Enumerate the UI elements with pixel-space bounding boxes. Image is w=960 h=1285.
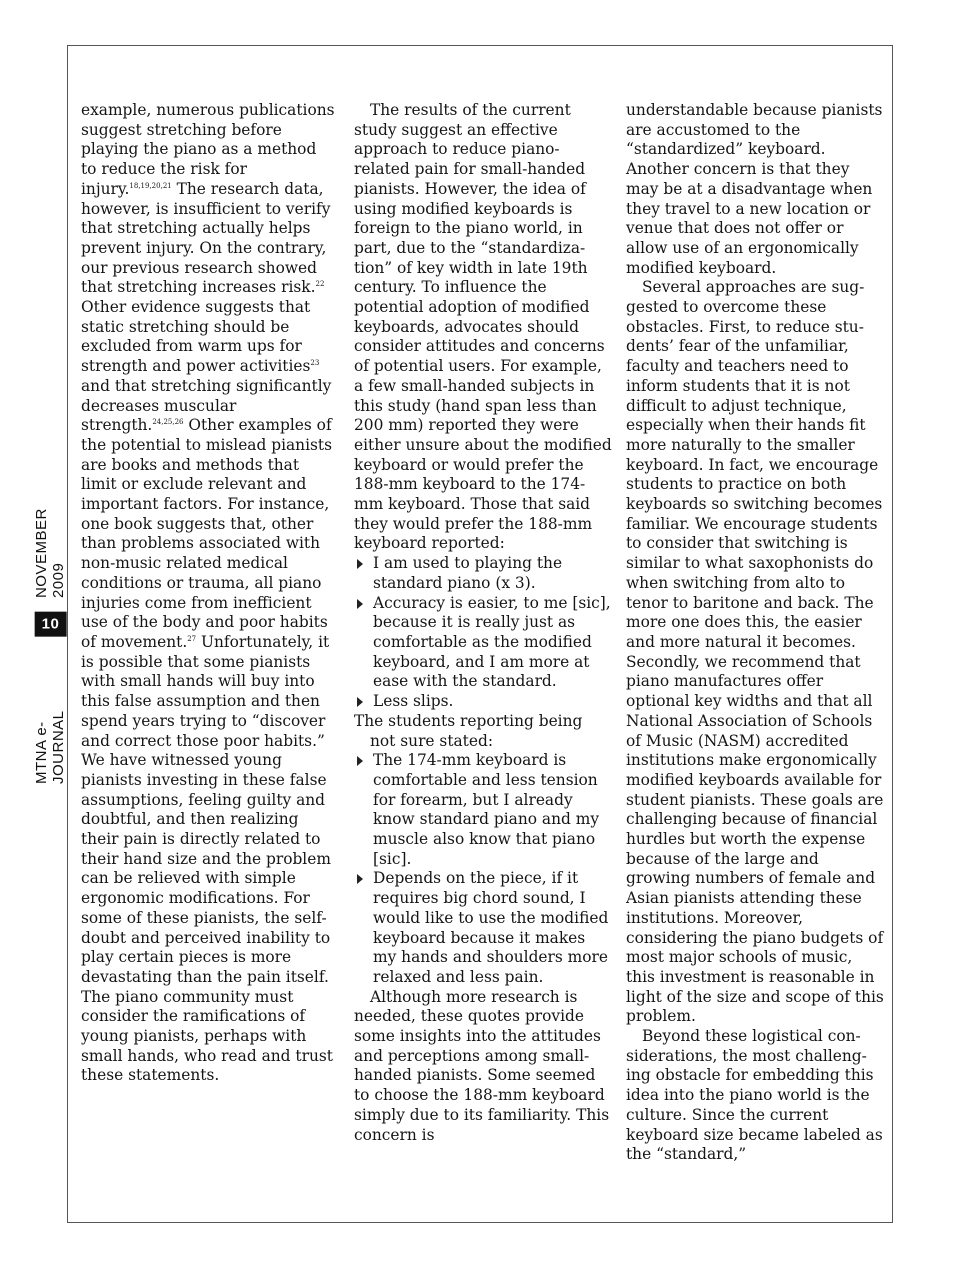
quote-list-1 <box>354 554 612 712</box>
text-run: Other examples of the potential to mislead pianists are books and methods that limit or exclude relevant and important factors. For instance, one book suggests that, other than problems associated with non-music related medical conditions or trauma, all piano injuries come from inefficient use of the body and poor habits of movement. <box>81 416 332 651</box>
text-run: example, numerous publications suggest stretching before playing the piano as a method to reduce the risk for injury. <box>81 101 335 198</box>
paragraph: understandable because pianists are accustomed to the “standardized” keyboard. Another concern is that they may be at a disadvantage when they travel to a new location or venue that does not offer or allow use of an ergonomically modified keyboard. <box>626 101 883 277</box>
text-run: and that stretching significantly decreases muscular strength. <box>81 376 332 435</box>
quote-list-2 <box>354 751 612 987</box>
citation: 22 <box>315 280 325 289</box>
page-number: 10 <box>34 611 66 636</box>
paragraph: Beyond these logistical considerations, the most challenging obstacle for embedding this idea into the piano world is the culture. Since the current keyboard size became labeled as the “standard,” <box>626 1027 883 1164</box>
list-item <box>354 751 612 869</box>
text-column-1 <box>81 101 336 1086</box>
text-run: Other evidence suggests that static stretching should be excluded from warm ups for strength and power activities <box>81 298 311 376</box>
paragraph: The results of the current study suggest an effective approach to reduce piano-related pain for small-handed pianists. However, the idea of using modified keyboards is foreign to the piano world, in part, due to the “standardization” of key width in late 19th century. To influence the potential adoption of modified keyboards, advocates should consider attitudes and concerns of potential users. For example, a few small-handed subjects in this study (hand span less than 200 mm) reported they were either unsure about the modified keyboard or would prefer the 188-mm keyboard to the 174-mm keyboard. Those that said they would prefer the 188-mm keyboard reported: <box>354 101 612 553</box>
bullet-triangle-icon <box>357 559 363 569</box>
issue-date: NOVEMBER 2009 <box>33 508 67 599</box>
bullet-triangle-icon <box>357 874 363 884</box>
list-item-text: The 174-mm keyboard is comfortable and less tension for forearm, but I already know standard piano and my muscle also know that piano [sic]. <box>373 751 600 868</box>
paragraph <box>81 101 336 1086</box>
text-run: Unfortunately, it is possible that some pianists with small hands will buy into this false assumption and then spend years trying to “discover and correct those poor habits.” We have witnessed young pianists investing in these false assumptions, feeling guilty and doubtful, and then realizing their pain is directly related to their hand size and the problem can be relieved with simple ergonomic modifications. For some of these pianists, the self-doubt and perceived inability to play certain pieces is more devastating than the pain itself. The piano community must consider the ramifications of young pianists, perhaps with small hands, who read and trust these statements. <box>81 632 333 1085</box>
paragraph: Although more research is needed, these quotes provide some insights into the attitudes and perceptions among small-handed pianists. Some seemed to choose the 188-mm keyboard simply due to its familiarity. This concern is <box>354 987 610 1144</box>
list-item-text: Depends on the piece, if it requires big chord sound, I would like to use the modified keyboard because it makes my hands and shoulders more relaxed and less pain. <box>373 869 609 986</box>
sidebar-text <box>30 470 70 790</box>
list-item <box>354 554 612 593</box>
paragraph: Several approaches are suggested to overcome these obstacles. First, to reduce students’ fear of the unfamiliar, faculty and teachers need to inform students that it is not difficult to adjust technique, especially when their hands fit more naturally to the smaller keyboard. In fact, we encourage students to practice on both keyboards so switching becomes familiar. We encourage students to consider that switching is similar to what saxophonists do when switching from alto to tenor to baritone and back. The more one does this, the easier and more natural it becomes. Secondly, we recommend that piano manufactures offer optional key widths and that all National Association of Schools of Music (NASM) accredited institutions make ergonomically modified keyboards available for student pianists. These goals are challenging because of financial hurdles but worth the expense because of the large and growing numbers of female and Asian pianists attending these institutions. Moreover, considering the piano budgets of most major schools of music, this investment is reasonable in light of the size and scope of this problem. <box>626 278 884 1026</box>
paragraph: The students reporting being not sure stated: <box>354 711 583 750</box>
citation: 27 <box>187 634 197 643</box>
list-item <box>354 594 612 693</box>
text-column-2 <box>354 101 612 1145</box>
bullet-triangle-icon <box>357 697 363 707</box>
list-item-text: Accuracy is easier, to me [sic], because it is really just as comfortable as the modified keyboard, and I am more at ease with the standard. <box>373 593 611 691</box>
journal-name: MTNA e-JOURNAL <box>33 710 67 784</box>
running-sidebar <box>30 470 70 790</box>
list-item-text: I am used to playing the standard piano (x 3). <box>373 554 563 592</box>
bullet-triangle-icon <box>357 756 363 766</box>
list-item <box>354 692 612 712</box>
text-column-3 <box>626 101 884 1165</box>
citation: 18,19,20,21 <box>129 181 172 190</box>
list-item <box>354 869 612 987</box>
citation: 24,25,26 <box>152 418 184 427</box>
citation: 23 <box>310 359 320 368</box>
bullet-triangle-icon <box>357 599 363 609</box>
text-run: The research data, however, is insufficient to verify that stretching actually helps prevent injury. On the contrary, our previous research showed that stretching increases risk. <box>81 179 331 297</box>
list-item-text: Less slips. <box>373 692 454 711</box>
